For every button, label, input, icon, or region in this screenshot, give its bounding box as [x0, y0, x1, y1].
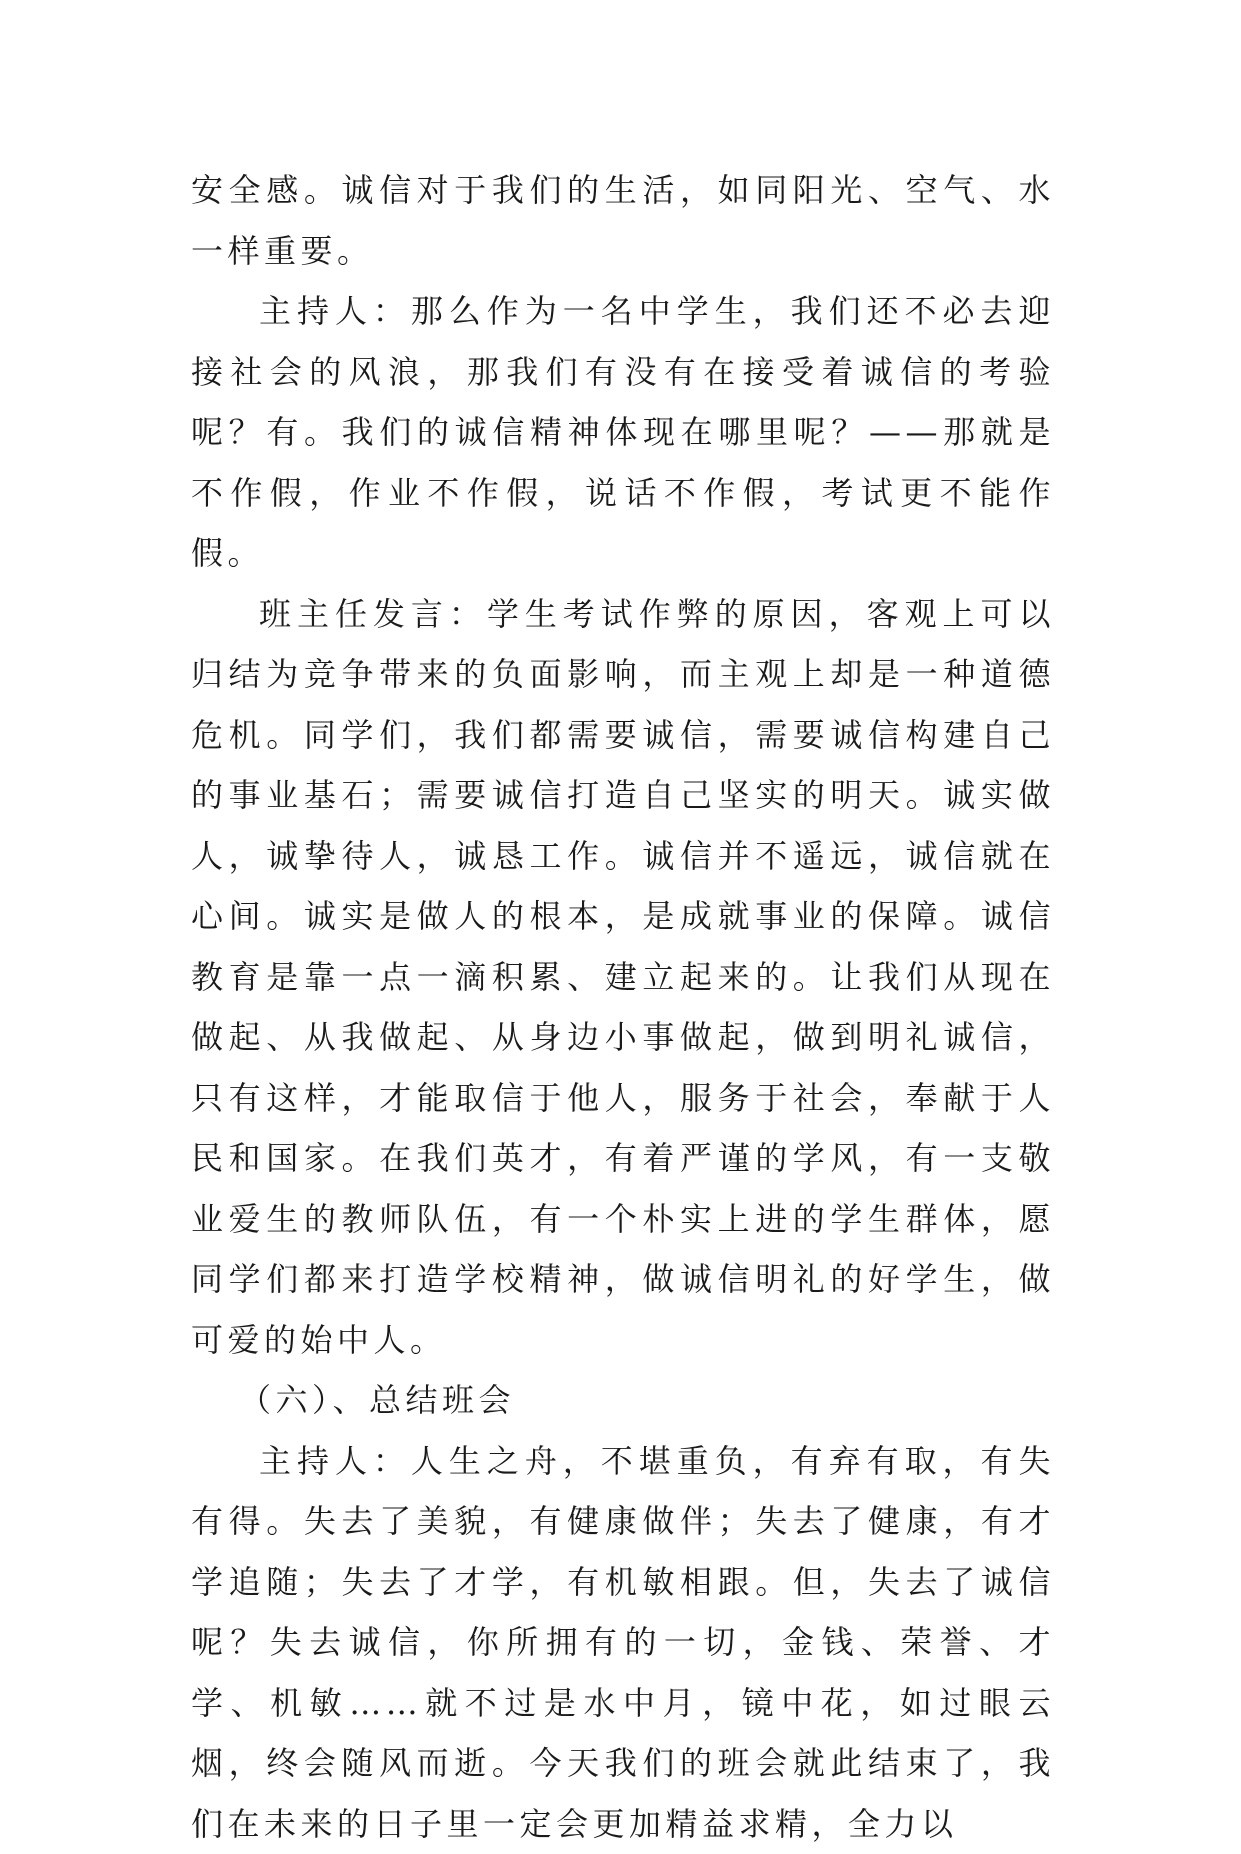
paragraph-continuation: 安全感。诚信对于我们的生活，如同阳光、空气、水一样重要。 [191, 160, 1055, 281]
paragraph-host-closing: 主持人：人生之舟，不堪重负，有弃有取，有失有得。失去了美貌，有健康做伴；失去了健康，有才学追随；失去了才学，有机敏相跟。但，失去了诚信呢？失去诚信，你所拥有的一切，金钱、荣誉、才学、机敏……就不过是水中月，镜中花，如过眼云烟，终会随风而逝。今天我们的班会就此结束了，我们在未来的日子里一定会更加精益求精，全力以 [191, 1431, 1055, 1854]
paragraph-host-question: 主持人：那么作为一名中学生，我们还不必去迎接社会的风浪，那我们有没有在接受着诚信的考验呢？有。我们的诚信精神体现在哪里呢？——那就是不作假，作业不作假，说话不作假，考试更不能作假。 [191, 281, 1055, 584]
section-heading-summary: （六）、总结班会 [191, 1370, 1055, 1431]
paragraph-teacher-speech: 班主任发言：学生考试作弊的原因，客观上可以归结为竞争带来的负面影响，而主观上却是一种道德危机。同学们，我们都需要诚信，需要诚信构建自己的事业基石；需要诚信打造自己坚实的明天。诚实做人，诚挚待人，诚恳工作。诚信并不遥远，诚信就在心间。诚实是做人的根本，是成就事业的保障。诚信教育是靠一点一滴积累、建立起来的。让我们从现在做起、从我做起、从身边小事做起，做到明礼诚信，只有这样，才能取信于他人，服务于社会，奉献于人民和国家。在我们英才，有着严谨的学风，有一支敬业爱生的教师队伍，有一个朴实上进的学生群体，愿同学们都来打造学校精神，做诚信明礼的好学生，做可爱的始中人。 [191, 584, 1055, 1371]
document-page [191, 160, 1055, 1854]
